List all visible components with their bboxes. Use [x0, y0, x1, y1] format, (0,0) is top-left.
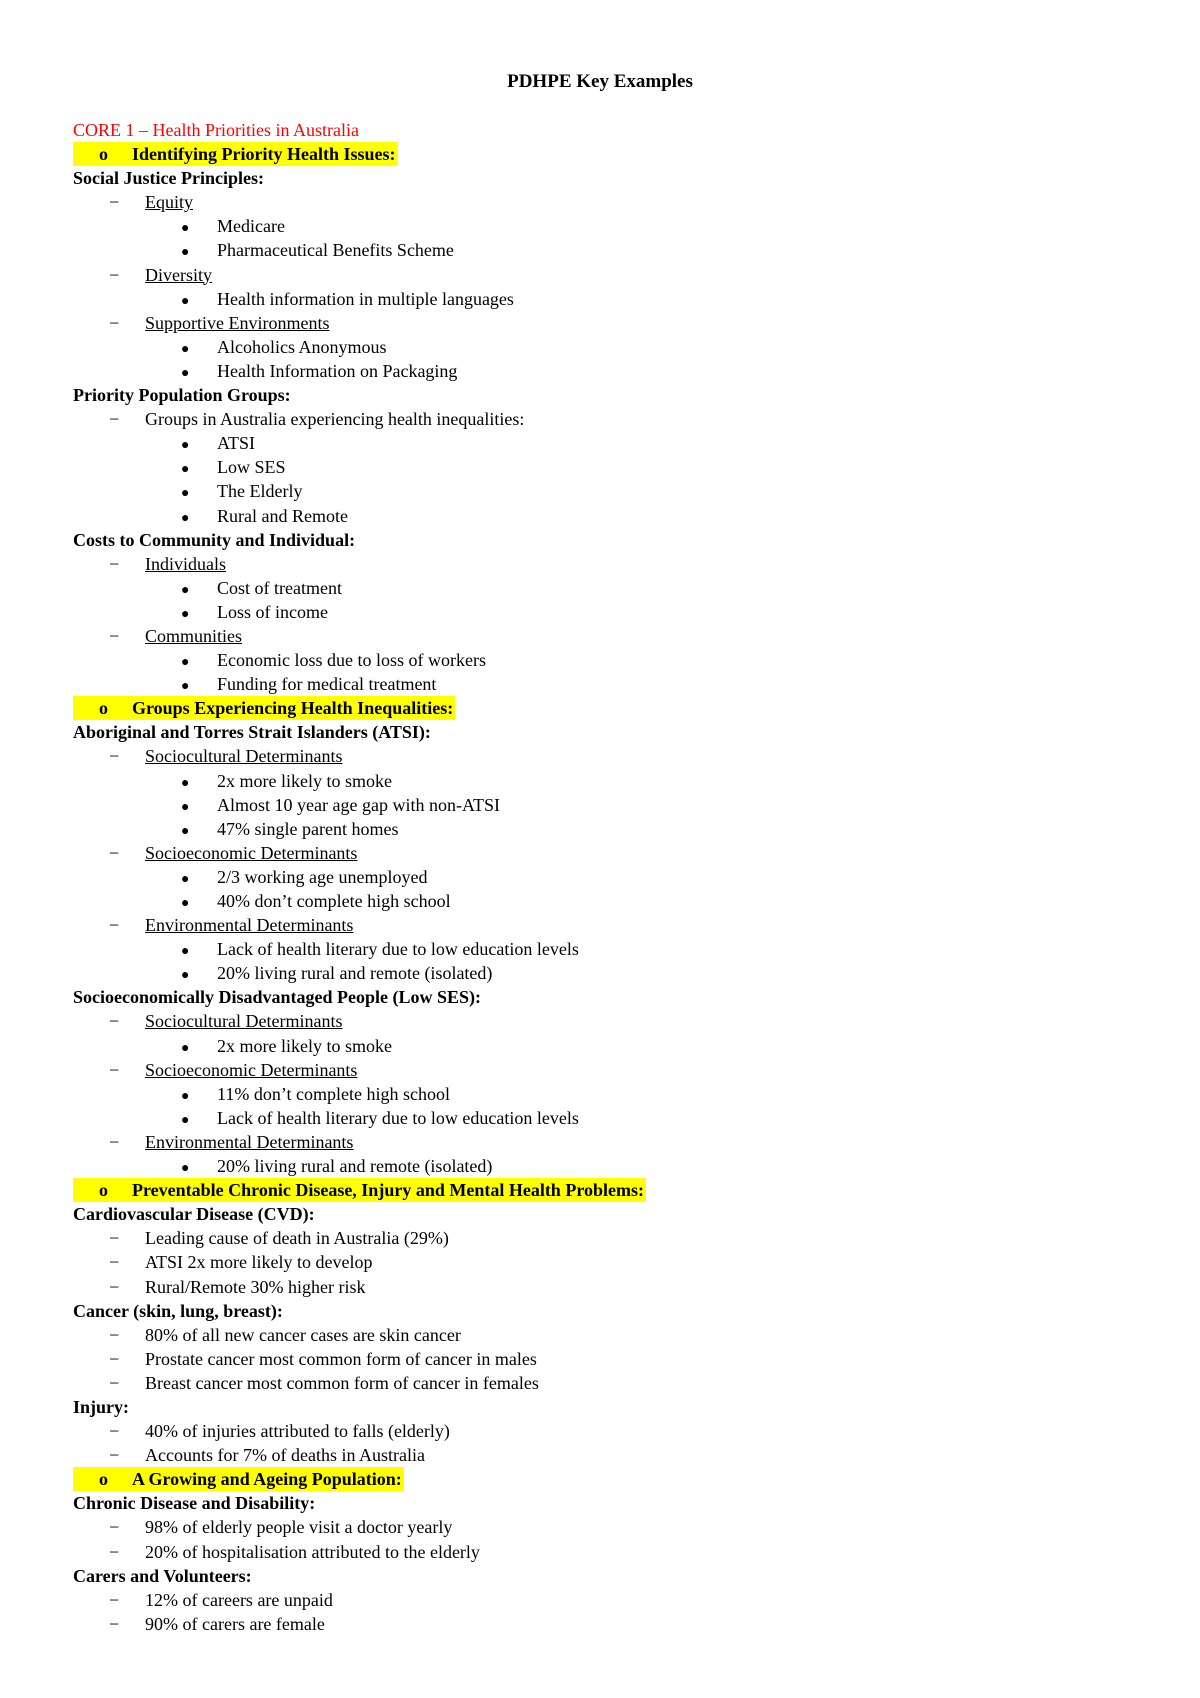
- dash-marker: −: [109, 264, 120, 285]
- sub-list-item: [73, 672, 1160, 696]
- sub-list-item-text: Low SES: [217, 457, 286, 478]
- dash-marker: −: [109, 1421, 120, 1442]
- list-item: [73, 552, 1160, 576]
- sub-list-item-text: 20% living rural and remote (isolated): [217, 1156, 493, 1177]
- sub-list-item-text: 2x more likely to smoke: [217, 1035, 392, 1056]
- subheading-line: [73, 1467, 1160, 1491]
- bullet-icon: ●: [181, 221, 190, 237]
- group-heading: Carers and Volunteers:: [73, 1565, 252, 1586]
- group-heading: Priority Population Groups:: [73, 385, 291, 406]
- sub-list-item: [73, 961, 1160, 985]
- sub-list-item-text: 40% don’t complete high school: [217, 891, 451, 911]
- bullet-icon: ●: [181, 871, 190, 887]
- dash-marker: −: [109, 1228, 120, 1249]
- list-item: [73, 1323, 1160, 1347]
- sub-list-item-text: Funding for medical treatment: [217, 674, 437, 695]
- bullet-icon: ●: [181, 1112, 190, 1128]
- sections-container: [73, 142, 1160, 1636]
- bullet-icon: ●: [181, 582, 190, 598]
- bullet-icon: ●: [181, 365, 190, 381]
- subheading-highlight: [73, 1178, 646, 1202]
- dash-marker: −: [109, 192, 120, 213]
- bullet-icon: ●: [181, 799, 190, 815]
- list-item: [73, 1540, 1160, 1564]
- dash-marker: −: [109, 1276, 120, 1297]
- subheading-line: [73, 696, 1160, 720]
- bullet-icon: ●: [181, 510, 190, 526]
- sub-list-item: [73, 576, 1160, 600]
- list-item-text: 20% of hospitalisation attributed to the elderly: [145, 1541, 480, 1562]
- sub-list-item-text: Rural and Remote: [217, 505, 348, 526]
- list-item-text: Environmental Determinants: [145, 1131, 354, 1152]
- list-item: [73, 1443, 1160, 1467]
- subheading-text: Identifying Priority Health Issues:: [132, 144, 396, 165]
- core-heading: CORE 1 – Health Priorities in Australia: [73, 120, 359, 140]
- list-item: [73, 913, 1160, 937]
- list-item: [73, 1130, 1160, 1154]
- bullet-icon: ●: [181, 606, 190, 622]
- sub-list-item: [73, 214, 1160, 238]
- dash-marker: −: [109, 746, 120, 767]
- dash-marker: −: [109, 1324, 120, 1345]
- sub-list-item-text: Loss of income: [217, 601, 328, 622]
- dash-marker: −: [109, 625, 120, 646]
- dash-marker: −: [109, 1348, 120, 1369]
- list-item-text: 90% of carers are female: [145, 1613, 325, 1634]
- list-item: [73, 1009, 1160, 1033]
- group-heading: Socioeconomically Disadvantaged People (Low SES):: [73, 987, 481, 1008]
- document-content: [73, 118, 1160, 1636]
- subheading-marker: o: [99, 1180, 108, 1201]
- bullet-icon: ●: [181, 823, 190, 839]
- sub-list-item: [73, 287, 1160, 311]
- list-item-text: Individuals: [145, 553, 226, 574]
- sub-list-item-text: 47% single parent homes: [217, 818, 399, 839]
- bullet-icon: ●: [181, 896, 190, 911]
- bullet-icon: ●: [181, 293, 190, 309]
- group-heading: Cardiovascular Disease (CVD):: [73, 1204, 315, 1225]
- dash-marker: −: [109, 1445, 120, 1466]
- dash-marker: −: [109, 553, 120, 574]
- list-item: [73, 311, 1160, 335]
- list-item: [73, 1371, 1160, 1395]
- sub-list-item-text: Pharmaceutical Benefits Scheme: [217, 240, 454, 261]
- list-item-text: Socioeconomic Determinants: [145, 1059, 358, 1080]
- dash-marker: −: [109, 1517, 120, 1538]
- sub-list-item-text: Lack of health literary due to low education levels: [217, 1107, 579, 1128]
- subheading-highlight: [73, 696, 455, 720]
- bullet-icon: ●: [181, 245, 190, 261]
- list-item: [73, 1250, 1160, 1274]
- bullet-icon: ●: [181, 1040, 190, 1056]
- list-item-text: Diversity: [145, 264, 212, 285]
- sub-list-item-text: Almost 10 year age gap with non-ATSI: [217, 794, 500, 815]
- sub-list-item: [73, 504, 1160, 528]
- sub-list-item: [73, 1034, 1160, 1058]
- list-item: [73, 1226, 1160, 1250]
- dash-marker: −: [109, 1589, 120, 1610]
- sub-list-item: [73, 359, 1160, 383]
- list-item: [73, 407, 1160, 431]
- bullet-icon: ●: [181, 679, 190, 695]
- sub-list-item: [73, 1106, 1160, 1130]
- dash-marker: −: [109, 1131, 120, 1152]
- subheading-text: A Growing and Ageing Population:: [132, 1469, 402, 1490]
- dash-marker: −: [109, 1011, 120, 1032]
- bullet-icon: ●: [181, 486, 190, 502]
- bullet-icon: ●: [181, 341, 190, 357]
- list-item: [73, 1612, 1160, 1636]
- sub-list-item-text: Cost of treatment: [217, 577, 342, 598]
- dash-marker: −: [109, 1252, 120, 1273]
- list-item: [73, 1275, 1160, 1299]
- sub-list-item: [73, 1154, 1160, 1178]
- list-item: [73, 1515, 1160, 1539]
- sub-list-item-text: Economic loss due to loss of workers: [217, 650, 486, 671]
- dash-marker: −: [109, 312, 120, 333]
- group-heading: Social Justice Principles:: [73, 168, 264, 189]
- dash-marker: −: [109, 1541, 120, 1562]
- sub-list-item: [73, 455, 1160, 479]
- sub-list-item-text: 2/3 working age unemployed: [217, 866, 428, 887]
- dash-marker: −: [109, 1613, 120, 1634]
- subheading-highlight: [73, 1467, 404, 1491]
- sub-list-item: [73, 817, 1160, 841]
- dash-marker: −: [109, 1372, 120, 1393]
- sub-list-item-text: Lack of health literary due to low education levels: [217, 939, 579, 960]
- list-item-text: Accounts for 7% of deaths in Australia: [145, 1445, 425, 1466]
- list-item-text: Breast cancer most common form of cancer in females: [145, 1372, 539, 1393]
- list-item-text: 80% of all new cancer cases are skin cancer: [145, 1324, 461, 1345]
- sub-list-item: [73, 865, 1160, 889]
- sub-list-item: [73, 238, 1160, 262]
- list-item: [73, 1347, 1160, 1371]
- document-title: PDHPE Key Examples: [507, 71, 693, 92]
- list-item-text: Prostate cancer most common form of cancer in males: [145, 1348, 537, 1369]
- sub-list-item-text: Health information in multiple languages: [217, 288, 514, 309]
- group-heading: Costs to Community and Individual:: [73, 529, 356, 550]
- dash-marker: −: [109, 1059, 120, 1080]
- sub-list-item-text: 20% living rural and remote (isolated): [217, 963, 493, 984]
- list-item-text: Equity: [145, 192, 193, 213]
- bullet-icon: ●: [181, 944, 190, 960]
- list-item-text: Sociocultural Determinants: [145, 746, 343, 767]
- list-item: [73, 744, 1160, 768]
- list-item: [73, 1419, 1160, 1443]
- sub-list-item-text: The Elderly: [217, 481, 303, 502]
- sub-list-item: [73, 793, 1160, 817]
- subheading-line: [73, 142, 1160, 166]
- sub-list-item: [73, 600, 1160, 624]
- bullet-icon: ●: [181, 775, 190, 791]
- list-item-text: Rural/Remote 30% higher risk: [145, 1276, 366, 1297]
- bullet-icon: ●: [181, 968, 190, 984]
- bullet-icon: ●: [181, 462, 190, 478]
- sub-list-item: [73, 431, 1160, 455]
- list-item: [73, 263, 1160, 287]
- sub-list-item: [73, 769, 1160, 793]
- dash-marker: −: [109, 842, 120, 863]
- subheading-highlight: [73, 142, 398, 166]
- list-item-text: 12% of careers are unpaid: [145, 1589, 333, 1610]
- sub-list-item: [73, 479, 1160, 503]
- subheading-text: Groups Experiencing Health Inequalities:: [132, 698, 454, 719]
- list-item-text: Groups in Australia experiencing health inequalities:: [145, 409, 525, 430]
- sub-list-item-text: Medicare: [217, 216, 285, 237]
- bullet-icon: ●: [181, 1161, 190, 1177]
- list-item-text: 40% of injuries attributed to falls (elderly): [145, 1421, 450, 1442]
- list-item-text: 98% of elderly people visit a doctor yearly: [145, 1517, 453, 1538]
- subheading-marker: o: [99, 698, 108, 719]
- list-item: [73, 1058, 1160, 1082]
- sub-list-item-text: 2x more likely to smoke: [217, 770, 392, 791]
- list-item-text: Communities: [145, 625, 243, 646]
- bullet-icon: ●: [181, 1088, 190, 1104]
- group-heading: Aboriginal and Torres Strait Islanders (ATSI):: [73, 722, 431, 743]
- list-item: [73, 190, 1160, 214]
- sub-list-item: [73, 648, 1160, 672]
- group-heading: Injury:: [73, 1396, 130, 1417]
- subheading-marker: o: [99, 144, 108, 165]
- list-item-text: Supportive Environments: [145, 312, 330, 333]
- dash-marker: −: [109, 409, 120, 430]
- list-item: [73, 841, 1160, 865]
- list-item-text: ATSI 2x more likely to develop: [145, 1252, 373, 1273]
- list-item-text: Leading cause of death in Australia (29%): [145, 1228, 449, 1249]
- list-item-text: Environmental Determinants: [145, 915, 354, 936]
- sub-list-item-text: ATSI: [217, 433, 256, 454]
- list-item-text: Sociocultural Determinants: [145, 1011, 343, 1032]
- bullet-icon: ●: [181, 438, 190, 454]
- sub-list-item-text: 11% don’t complete high school: [217, 1083, 450, 1104]
- subheading-line: [73, 1178, 1160, 1202]
- list-item: [73, 1588, 1160, 1612]
- sub-list-item-text: Alcoholics Anonymous: [217, 336, 387, 357]
- bullet-icon: ●: [181, 655, 190, 671]
- sub-list-item: [73, 889, 1160, 913]
- sub-list-item: [73, 335, 1160, 359]
- sub-list-item-text: Health Information on Packaging: [217, 360, 458, 381]
- group-heading: Chronic Disease and Disability:: [73, 1493, 316, 1514]
- sub-list-item: [73, 1082, 1160, 1106]
- dash-marker: −: [109, 915, 120, 936]
- sub-list-item: [73, 937, 1160, 961]
- list-item-text: Socioeconomic Determinants: [145, 842, 358, 863]
- list-item: [73, 624, 1160, 648]
- group-heading: Cancer (skin, lung, breast):: [73, 1300, 283, 1321]
- subheading-marker: o: [99, 1469, 108, 1490]
- subheading-text: Preventable Chronic Disease, Injury and Mental Health Problems:: [132, 1180, 644, 1201]
